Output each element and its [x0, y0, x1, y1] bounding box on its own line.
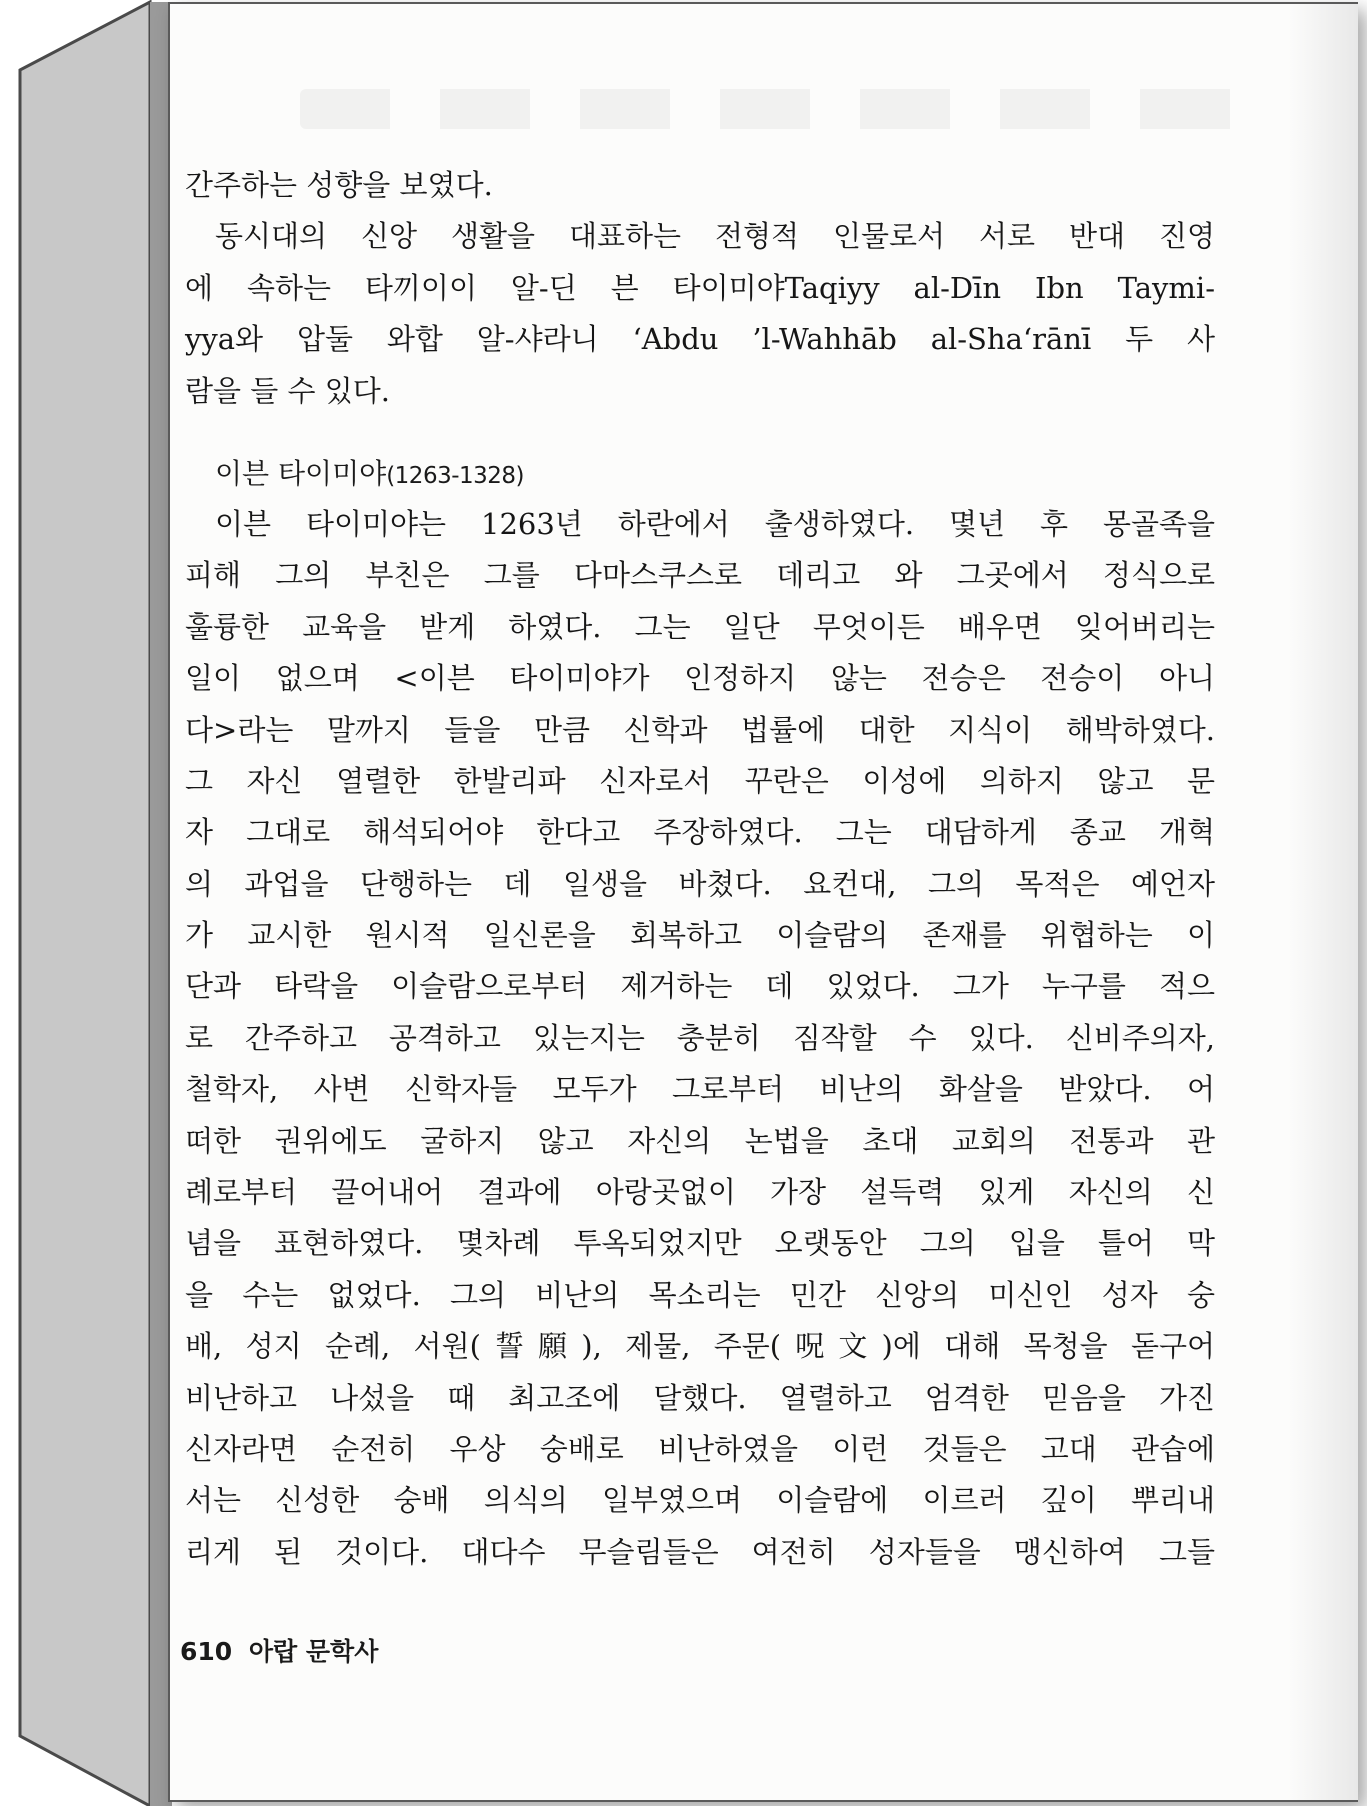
intro-line: 동시대의 신앙 생활을 대표하는 전형적 인물로서 서로 반대 진영	[215, 219, 1215, 254]
body-line: 가 교시한 원시적 일신론을 회복하고 이슬람의 존재를 위협하는 이	[185, 918, 1215, 953]
section-spacer	[185, 417, 1215, 448]
page-body	[185, 160, 1215, 1578]
body-line: 철학자, 사변 신학자들 모두가 그로부터 비난의 화살을 받았다. 어	[185, 1072, 1215, 1107]
body-line: 훌륭한 교육을 받게 하였다. 그는 일단 무엇이든 배우면 잊어버리는	[185, 609, 1215, 644]
body-line: 단과 타락을 이슬람으로부터 제거하는 데 있었다. 그가 누구를 적으	[185, 969, 1215, 1004]
section-heading-name: 이븐 타이미야	[215, 456, 387, 490]
page-number: 610	[180, 1637, 233, 1666]
body-line: 서는 신성한 숭배 의식의 일부였으며 이슬람에 이르러 깊이 뿌리내	[185, 1483, 1215, 1518]
body-line: 신자라면 순전히 우상 숭배로 비난하였을 이런 것들은 고대 관습에	[185, 1431, 1215, 1466]
intro-line: 에 속하는 타끼이이 알-딘 븐 타이미야Taqiyy al-Dīn Ibn Taymi-	[185, 270, 1215, 305]
intro-line: 람을 들 수 있다.	[185, 373, 390, 408]
running-title: 아랍 문학사	[248, 1637, 379, 1666]
section-heading	[185, 448, 1215, 499]
body-line: 례로부터 끌어내어 결과에 아랑곳없이 가장 설득력 있게 자신의 신	[185, 1175, 1215, 1210]
section-heading-years: (1263-1328)	[386, 462, 525, 489]
page-footer	[180, 1632, 386, 1668]
body-line: 리게 된 것이다. 대다수 무슬림들은 여전히 성자들을 맹신하여 그들	[185, 1534, 1215, 1569]
body-line: 의 과업을 단행하는 데 일생을 바쳤다. 요컨대, 그의 목적은 예언자	[185, 866, 1215, 901]
body-line: 을 수는 없었다. 그의 비난의 목소리는 민간 신앙의 미신인 성자 숭	[185, 1277, 1215, 1312]
spine-face	[20, 2, 150, 1806]
body-line: 다>라는 말까지 들을 만큼 신학과 법률에 대한 지식이 해박하였다.	[185, 712, 1215, 747]
body-line: 자 그대로 해석되어야 한다고 주장하였다. 그는 대담하게 종교 개혁	[185, 815, 1215, 850]
ghost-header-bleedthrough	[300, 89, 1280, 129]
body-line: 배, 성지 순례, 서원(誓願), 제물, 주문(呪文)에 대해 목청을 돋구어	[185, 1329, 1215, 1364]
body-line: 비난하고 나섰을 때 최고조에 달했다. 열렬하고 엄격한 믿음을 가진	[185, 1380, 1215, 1415]
body-line: 이븐 타이미야는 1263년 하란에서 출생하였다. 몇년 후 몽골족을	[215, 506, 1215, 541]
body-line: 피해 그의 부친은 그를 다마스쿠스로 데리고 와 그곳에서 정식으로	[185, 558, 1215, 593]
page-edge-shadow	[1288, 4, 1358, 1800]
body-line: 로 간주하고 공격하고 있는지는 충분히 짐작할 수 있다. 신비주의자,	[185, 1020, 1215, 1055]
continuation-line: 간주하는 성향을 보였다.	[185, 168, 493, 202]
body-line: 그 자신 열렬한 한발리파 신자로서 꾸란은 이성에 의하지 않고 문	[185, 763, 1215, 798]
body-line: 일이 없으며 <이븐 타이미야가 인정하지 않는 전승은 전승이 아니	[185, 661, 1215, 696]
body-line: 떠한 권위에도 굴하지 않고 자신의 논법을 초대 교회의 전통과 관	[185, 1123, 1215, 1158]
body-line: 념을 표현하였다. 몇차례 투옥되었지만 오랫동안 그의 입을 틀어 막	[185, 1226, 1215, 1261]
book-spine	[0, 0, 175, 1806]
intro-line: yya와 압둘 와합 알-샤라니 ‘Abdu ’l-Wahhāb al-Sha‘rānī 두 사	[185, 322, 1215, 357]
